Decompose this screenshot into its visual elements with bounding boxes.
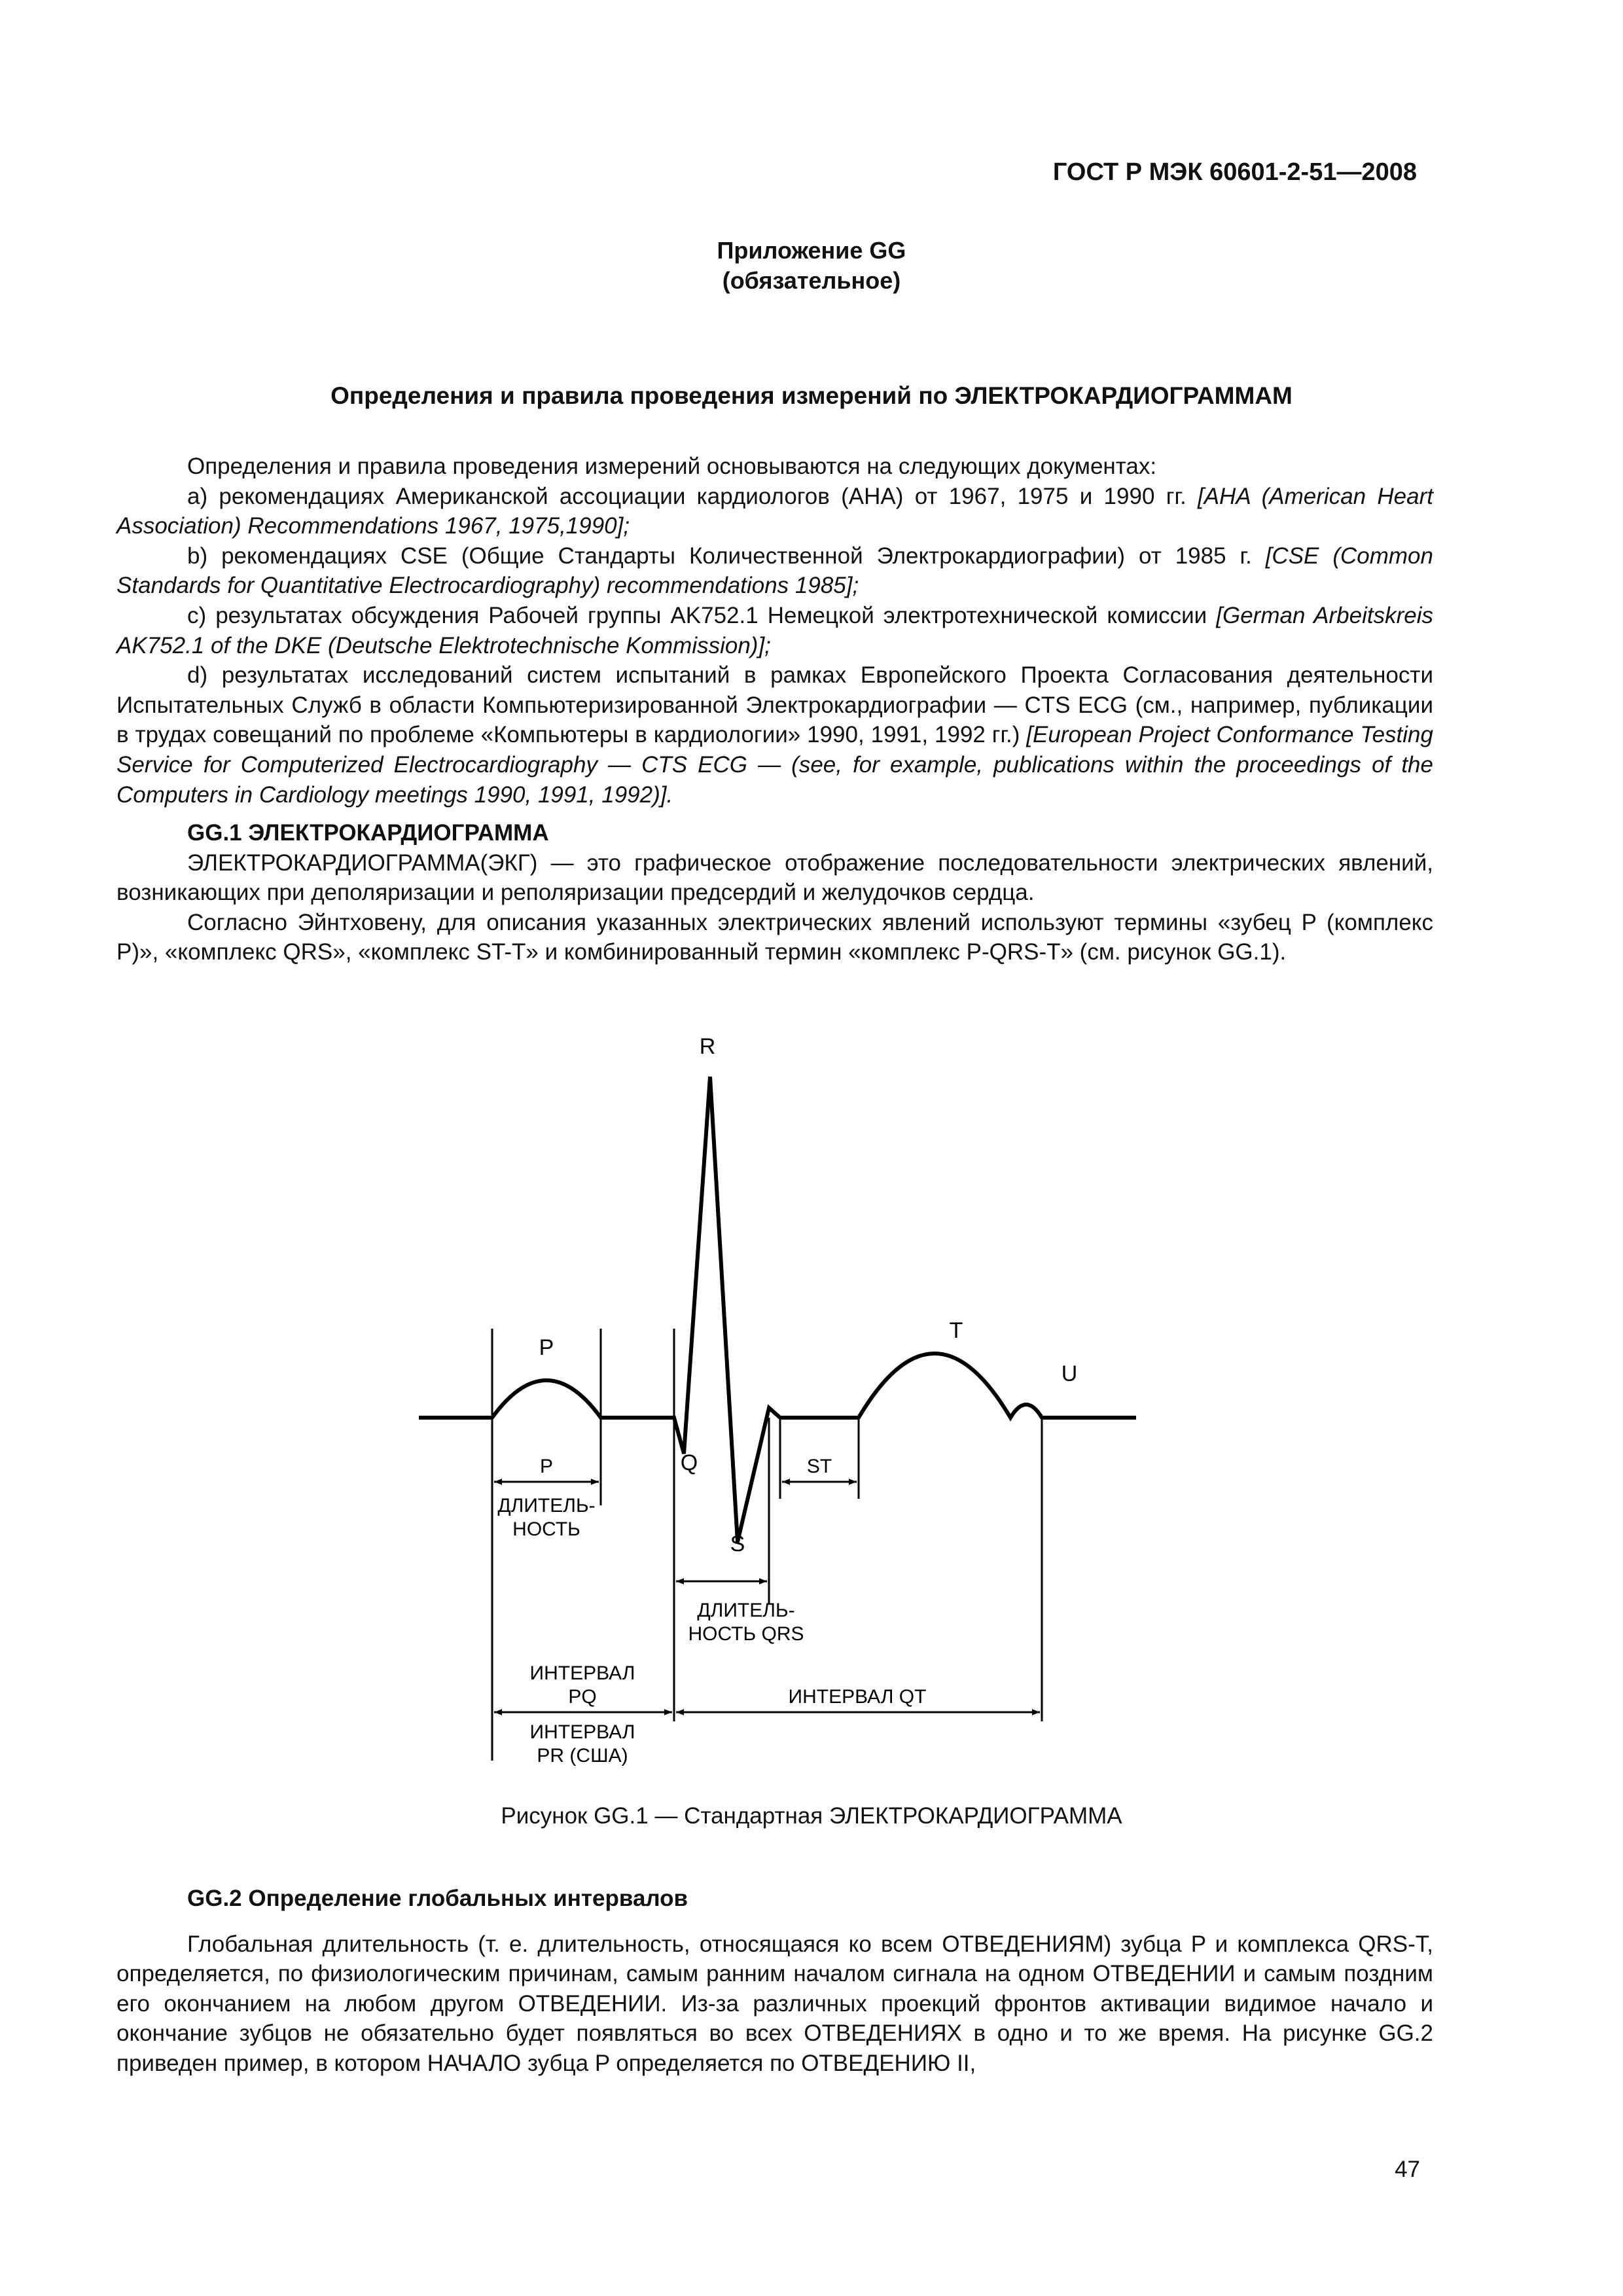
label-q: Q bbox=[680, 1450, 698, 1475]
list-item: b) рекомендациях CSE (Общие Стандарты Количественной Электрокардиографии) от 1985 г. [CSE (Common Standards for Quantitative Electrocardiography) recommendations 1985]; bbox=[116, 543, 1433, 599]
document-code: ГОСТ Р МЭК 60601-2-51—2008 bbox=[1052, 158, 1417, 186]
qt-interval-label: ИНТЕРВАЛ QT bbox=[788, 1686, 927, 1708]
label-t: T bbox=[949, 1318, 963, 1343]
list-item: a) рекомендациях Американской ассоциации кардиологов (АНА) от 1967, 1975 и 1990 гг. [AHA (American Heart Association) Recommendations 1967, 1975,1990]; bbox=[116, 483, 1433, 539]
qrs-duration-label: НОСТЬ QRS bbox=[688, 1623, 804, 1645]
list-item: c) результатах обсуждения Рабочей группы AK752.1 Немецкой электротехнической комиссии [German Arbeitskreis AK752.1 of the DKE (Deutsche Elektrotechnische Kommission)]; bbox=[116, 602, 1433, 658]
list-item: d) результатах исследований систем испытаний в рамках Европейского Проекта Согласования деятельности Испытательных Служб в области Компьютеризированной Электрокардиографии — CTS ECG (см., например, публикации в трудах совещаний по проблеме «Компьютеры в кардиологии» 1990, 1991, 1992 гг.) [European Project Conformance Testing Service for Computerized Electrocardiography — CTS ECG — (see, for example, publications within the proceedings of the Computers in Cardiology meetings 1990, 1991, 1992)]. bbox=[116, 662, 1433, 808]
label-p: P bbox=[539, 1335, 554, 1360]
p-duration-label: НОСТЬ bbox=[512, 1518, 580, 1540]
appendix-status: (обязательное) bbox=[722, 267, 901, 294]
p-duration-label: ДЛИТЕЛЬ- bbox=[497, 1495, 596, 1516]
pq-interval-label: PQ bbox=[568, 1686, 597, 1708]
section-gg1-title: GG.1 ЭЛЕКТРОКАРДИОГРАММА bbox=[187, 820, 549, 846]
pr-interval-label: PR (США) bbox=[537, 1745, 628, 1767]
ecg-trace bbox=[419, 1077, 1136, 1542]
section-gg1-paragraph: ЭЛЕКТРОКАРДИОГРАММА(ЭКГ) — это графическое отображение последовательности электрических явлений, возникающих при деполяризации и реполяризации предсердий и желудочков сердца. bbox=[116, 850, 1433, 906]
section-heading: Определения и правила проведения измерений по ЭЛЕКТРОКАРДИОГРАММАМ bbox=[330, 382, 1293, 409]
label-r: R bbox=[699, 1034, 716, 1059]
pq-interval-label: ИНТЕРВАЛ bbox=[529, 1662, 635, 1684]
intro-lead: Определения и правила проведения измерений основываются на следующих документах: bbox=[187, 454, 1157, 479]
appendix-title: Приложение GG bbox=[717, 237, 906, 264]
figure-caption: Рисунок GG.1 — Стандартная ЭЛЕКТРОКАРДИОГРАММА bbox=[501, 1803, 1122, 1829]
label-s: S bbox=[730, 1532, 745, 1556]
pr-interval-label: ИНТЕРВАЛ bbox=[529, 1721, 635, 1743]
qrs-duration-label: ДЛИТЕЛЬ- bbox=[697, 1600, 795, 1621]
label-u: U bbox=[1061, 1361, 1078, 1386]
appendix-heading bbox=[0, 236, 1623, 296]
section-gg2-paragraph: Глобальная длительность (т. е. длительность, относящаяся ко всем ОТВЕДЕНИЯМ) зубца P и комплекса QRS-T, определяется, по физиологическим причинам, самым ранним началом сигнала на одном ОТВЕДЕНИИ и самым поздним его окончанием на любом другом ОТВЕДЕНИИ. Из-за различных проекций фронтов активации видимое начало и окончание зубцов не обязательно будет появляться во всех ОТВЕДЕНИЯХ в одно и то же время. На рисунке GG.2 приведен пример, в котором НАЧАЛО зубца P определяется по ОТВЕДЕНИЮ II, bbox=[116, 1931, 1433, 2076]
st-label: ST bbox=[806, 1456, 832, 1477]
p-duration-label: P bbox=[539, 1456, 554, 1477]
section-gg1-paragraph: Согласно Эйнтховену, для описания указанных электрических явлений используют термины «зубец P (комплекс P)», «комплекс QRS», «комплекс ST-T» и комбинированный термин «комплекс P-QRS-T» (см. рисунок GG.1). bbox=[116, 909, 1433, 965]
section-gg2 bbox=[116, 1884, 1433, 2079]
ecg-figure bbox=[366, 1028, 1185, 1787]
section-gg1 bbox=[116, 818, 1433, 967]
page-number: 47 bbox=[1395, 2157, 1420, 2182]
intro-block bbox=[116, 452, 1433, 810]
section-gg2-title: GG.2 Определение глобальных интервалов bbox=[187, 1886, 688, 1911]
